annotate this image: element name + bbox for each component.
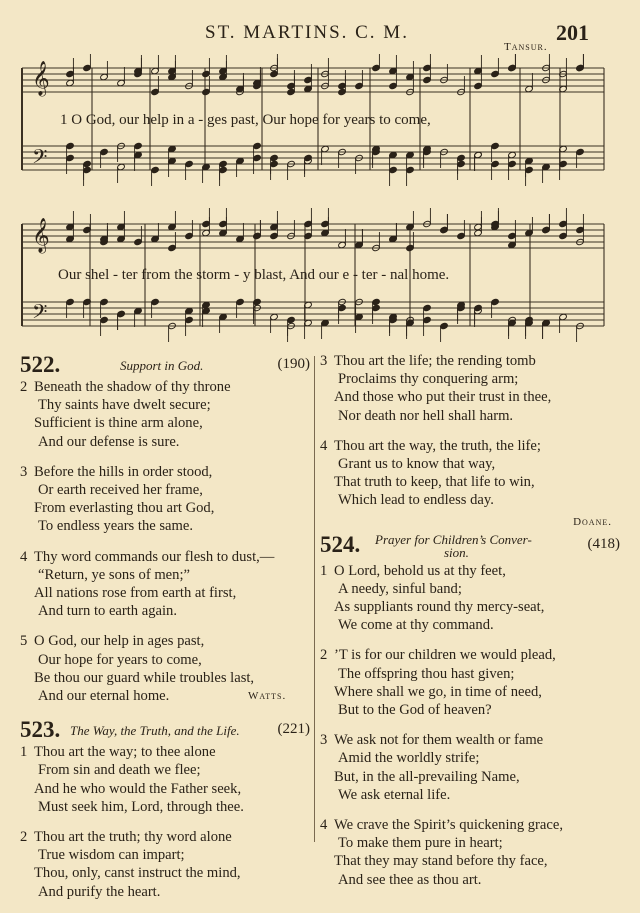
hymn-number: 522. — [20, 352, 61, 377]
hymn-reference: (190) — [277, 356, 310, 372]
verse: 3 Thou art the life; the rending tomb Proclaims thy conquering arm; And those who put their trust in thee, Nor death nor hell shall harm. — [320, 353, 552, 424]
bass-clef-icon-2: 𝄢 — [32, 302, 48, 328]
verse: 1 O Lord, behold us at thy feet, A needy, sinful band; As suppliants round thy mercy-seat, We come at thy command. — [320, 562, 545, 634]
hymn-title-line-2: sion. — [444, 544, 469, 560]
hymn-523-header — [20, 717, 310, 743]
verse: 2 ’T is for our children we would plead, The offspring thou hast given; Where shall we go, in time of need, But to the God of heaven? — [320, 647, 556, 719]
hymn-title-line-1: Prayer for Children’s Conver- — [375, 531, 532, 547]
staff-lines — [22, 68, 604, 326]
verse: 3 Before the hills in order stood, Or earth received her frame, From everlasting thou art God, To endless years the same. — [20, 463, 215, 535]
page-number: 201 — [556, 20, 589, 45]
verse: 1 Thou art the way; to thee alone From sin and death we flee; And he who would the Father seek, Must seek him, Lord, through thee. — [20, 744, 244, 815]
hymn-524-verses — [320, 562, 620, 889]
verse: 4 Thy word commands our flesh to dust,— “Return, ye sons of men;” All nations rose from earth at first, And turn to earth again. — [20, 548, 275, 620]
hymn-number: 523. — [20, 717, 61, 743]
hymn-522-verses — [20, 378, 310, 705]
author-row — [320, 512, 620, 532]
hymn-523-verses-continued — [320, 352, 620, 532]
verse: 3 We ask not for them wealth or fame Amid the worldly strife; But, in the all-prevailing Name, We ask eternal life. — [320, 732, 544, 803]
bass-clef-icon: 𝄢 — [32, 147, 48, 173]
treble-clef-icon-2: 𝄞 — [32, 219, 50, 252]
verse: 2 Thou art the truth; thy word alone True wisdom can impart; Thou, only, canst instruct the mind, And purify the heart. — [20, 829, 241, 900]
hymn-title: Support in God. — [120, 358, 204, 373]
hymn-reference: (221) — [277, 721, 310, 738]
treble-clef-icon: 𝄞 — [32, 62, 50, 95]
hymn-523-verses — [20, 743, 310, 901]
hymn-number: 524. — [320, 531, 361, 557]
verse: 4 Thou art the way, the truth, the life; Grant us to know that way, That truth to keep, that life to win, Which lead to endless day. — [320, 437, 541, 509]
composer-name: Tansur. — [504, 41, 548, 53]
hymn-522-header — [20, 352, 310, 378]
verse: 5 O God, our help in ages past, Our hope for years to come, Be thou our guard while troubles last, And our eternal home. Watts. — [20, 633, 287, 705]
verse: 2 Beneath the shadow of thy throne Thy saints have dwelt secure; Sufficient is thine arm alone, And our defense is sure. — [20, 379, 231, 450]
bar-lines — [22, 68, 604, 326]
hymn-author: Doane. — [573, 515, 612, 528]
music-notes — [66, 54, 585, 342]
lyrics-line-1: 1 O God, our help in a - ges past, Our hope for years to come, — [60, 112, 431, 128]
column-divider — [314, 356, 315, 842]
left-column — [20, 352, 310, 913]
hymn-author: Watts. — [248, 690, 287, 703]
music-score — [0, 54, 640, 354]
verse: 4 We crave the Spirit’s quickening grace, To make them pure in heart; That they may stand before thy face, And see thee as thou art. — [320, 817, 563, 888]
hymn-reference: (418) — [587, 535, 620, 552]
tune-title: ST. MARTINS. C. M. — [205, 22, 409, 43]
lyrics-line-2: Our shel - ter from the storm - y blast, And our e - ter - nal home. — [58, 267, 450, 283]
hymn-title: The Way, the Truth, and the Life. — [70, 723, 240, 739]
right-column — [320, 352, 620, 901]
hymn-524-header — [320, 532, 620, 562]
